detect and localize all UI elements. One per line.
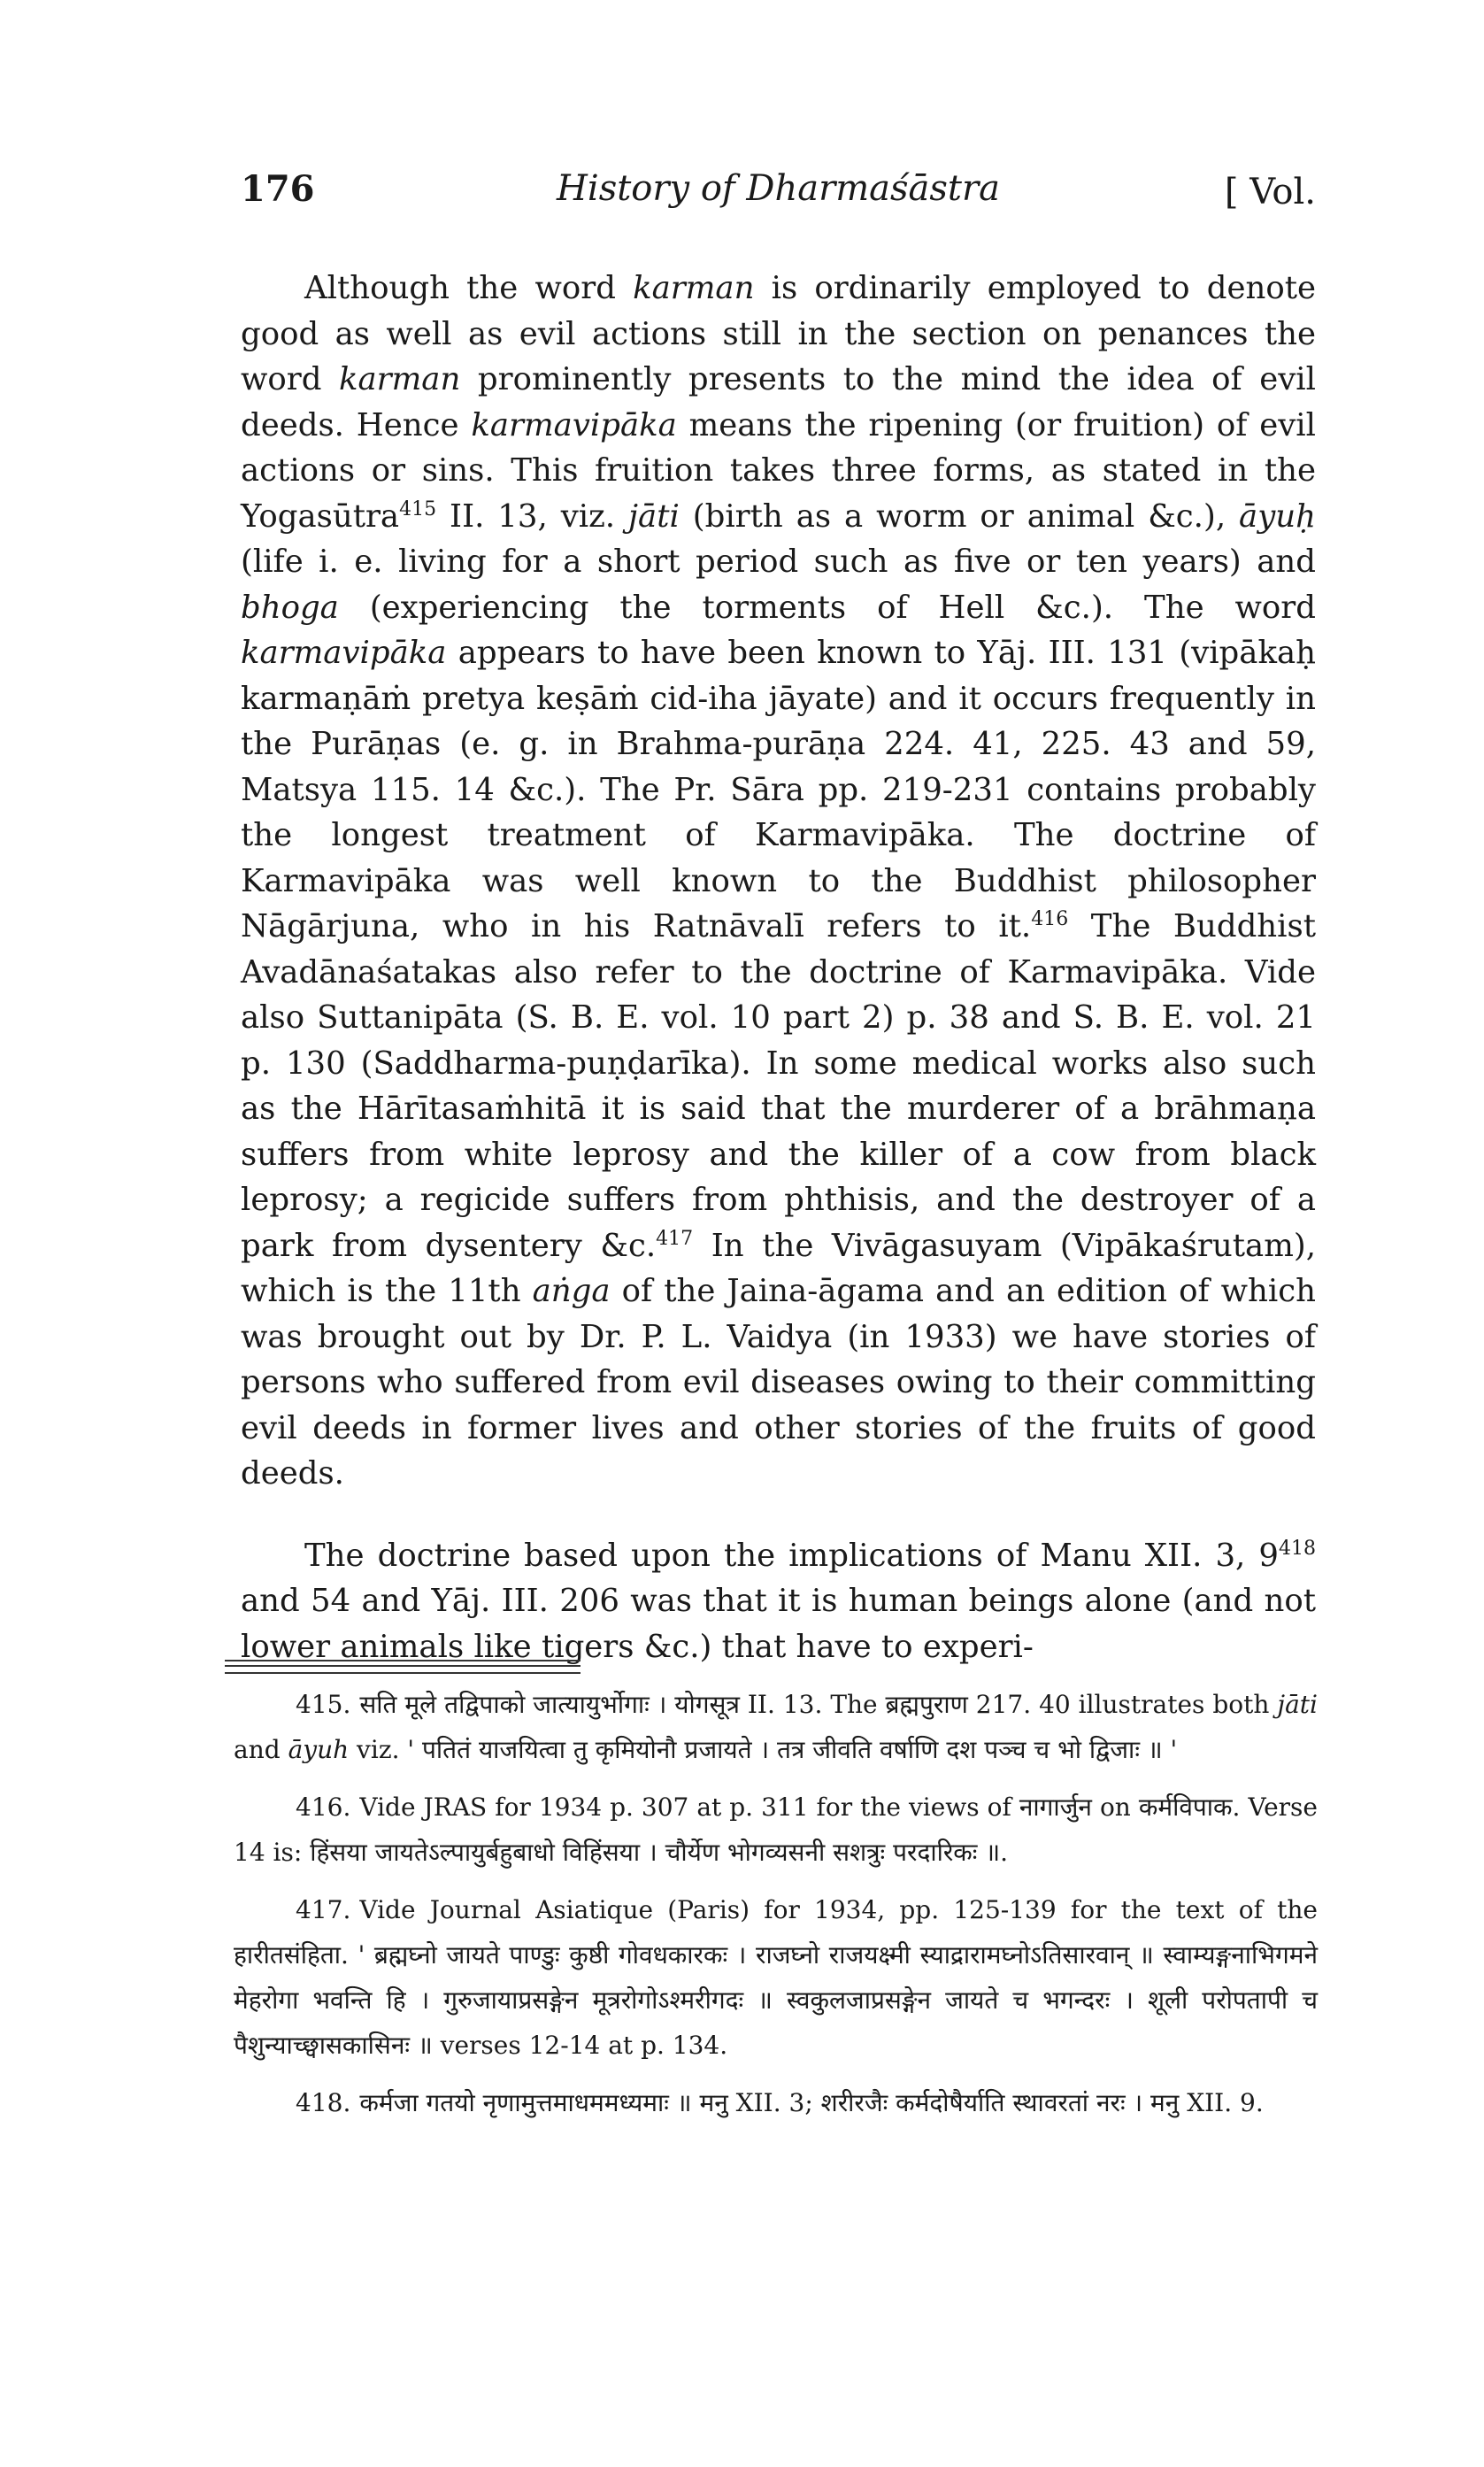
footnote-418 [234,2080,1318,2125]
text-run: सति मूले तद्विपाको जात्यायुर्भोगाः । योगसूत्र II. 13. The ब्रह्मपुराण 217. 40 illustrates both [359,1690,1278,1719]
italic-term: karmavipāka [241,635,447,671]
text-run: and [234,1735,288,1764]
footnote-417 [234,1887,1318,2068]
text-run: Although the word [304,270,634,306]
text-run: In the Vivāgasuyam (Vipākaśrutam), which is the 11th [241,1227,1316,1309]
text-run: prominently presents to the mind the idea of evil deeds. Hence [241,361,1316,443]
text-run: means the ripening (or fruition) of evil actions or sins. This fruition takes three forms, as stated in the Yogasūtra [241,406,1316,535]
text-run: (life i. e. living for a short period such as five or ten years) and [241,544,1316,580]
footnote-415 [234,1682,1318,1772]
main-text [241,266,1316,1669]
footnote-ref-415[interactable]: 415 [399,497,437,520]
text-run: and 54 and Yāj. III. 206 was that it is human beings alone (and not lower animals like tigers &c.) that have to experi- [241,1583,1316,1665]
footnotes [234,1682,1318,2125]
volume-label: [ Vol. [1224,172,1316,212]
italic-term: karman [339,361,461,397]
footnote-number: 415. [296,1690,351,1719]
text-run: (birth as a worm or animal &c.), [679,497,1240,535]
footnote-number: 417. [296,1895,351,1924]
italic-term: aṅga [532,1273,611,1309]
footnote-number: 416. [296,1792,351,1822]
footnote-416 [234,1785,1318,1875]
italic-term: jāti [628,497,680,535]
footnote-divider [225,1660,581,1674]
italic-term: āyuḥ [1239,497,1316,535]
footnote-text: Vide JRAS for 1934 p. 307 at p. 311 for the views of नागार्जुन on कर्मविपाक. Verse 14 is: हिंसया जायतेऽल्पायुर्बहुबाधो विहिंसया । चौर्येण भोगव्यसनी सशत्रुः परदारिकः ॥. [234,1792,1318,1867]
italic-term: karman [633,270,755,306]
footnote-number: 418. [296,2088,351,2117]
paragraph-doctrine [241,1533,1316,1670]
page-number: 176 [241,168,315,210]
footnote-text: कर्मजा गतयो नृणामुत्तमाधममध्यमाः ॥ मनु XII. 3; शरीरजैः कर्मदोषैर्याति स्थावरतां नरः । मनु XII. 9. [359,2088,1264,2117]
text-run: The doctrine based upon the implications of Manu XII. 3, 9 [304,1537,1279,1574]
text-run: is ordinarily employed to denote good as well as evil actions still in the section on penances the word [241,270,1316,397]
running-header [241,168,1316,221]
footnote-text: Vide Journal Asiatique (Paris) for 1934, pp. 125-139 for the text of the हारीतसंहिता. ' ब्रह्मघ्नो जायते पाण्डुः कुष्ठी गोवधकारकः । राजघ्नो राजयक्ष्मी स्याद्रारामघ्नोऽतिसारवान् ॥ स्वाम्यङ्गनाभिगमने मेहरोगा भवन्ति हि । गुरुजायाप्रसङ्गेन मूत्ररोगोऽश्मरीगदः ॥ स्वकुलजाप्रसङ्गेन जायते च भगन्दरः । शूली परोपतापी च पैशुन्याच्छ्वासकासिनः ॥ verses 12-14 at p. 134. [234,1895,1318,2060]
italic-term: karmavipāka [471,406,677,443]
footnote-ref-416[interactable]: 416 [1031,908,1069,931]
footnote-ref-418[interactable]: 418 [1279,1537,1316,1560]
text-run: II. 13, viz. [436,497,629,535]
text-run: appears to have been known to Yāj. III. 131 (vipākaḥ karmaṇāṁ pretya keṣāṁ cid-iha jāyate) and it occurs frequently in the Purāṇas (e. g. in Brahma-purāṇa 224. 41, 225. 43 and 59, Matsya 115. 14 &c.). The Pr. Sāra pp. 219-231 contains probably the longest treatment of Karmavipāka. The doctrine of Karmavipāka was well known to the Buddhist philosopher Nāgārjuna, who in his Ratnāvalī refers to it. [241,635,1316,944]
paragraph-karmavipaka [241,266,1316,1497]
text-run: (experiencing the torments of Hell &c.). The word [338,589,1316,626]
text-run: The Buddhist Avadānaśatakas also refer to the doctrine of Karmavipāka. Vide also Suttanipāta (S. B. E. vol. 10 part 2) p. 38 and S. B. E. vol. 21 p. 130 (Saddharma-puṇḍarīka). In some medical works also such as the Hārītasaṁhitā it is said that the murderer of a brāhmaṇa suffers from white leprosy and the killer of a cow from black leprosy; a regicide suffers from phthisis, and the destroyer of a park from dysentery &c. [241,908,1316,1264]
text-run: viz. ' पतितं याजयित्वा तु कृमियोनौ प्रजायते । तत्र जीवति वर्षाणि दश पञ्च च भो द्विजाः ॥ ' [349,1735,1178,1764]
running-title: History of Dharmaśāstra [557,168,1000,209]
italic-term: jāti [1277,1690,1318,1719]
text-run: of the Jaina-āgama and an edition of which was brought out by Dr. P. L. Vaidya (in 1933) we have stories of persons who suffered from evil diseases owing to their committing evil deeds in former lives and other stories of the fruits of good deeds. [241,1273,1317,1492]
italic-term: āyuh [288,1735,350,1764]
italic-term: bhoga [241,589,339,626]
footnote-ref-417[interactable]: 417 [656,1227,694,1250]
